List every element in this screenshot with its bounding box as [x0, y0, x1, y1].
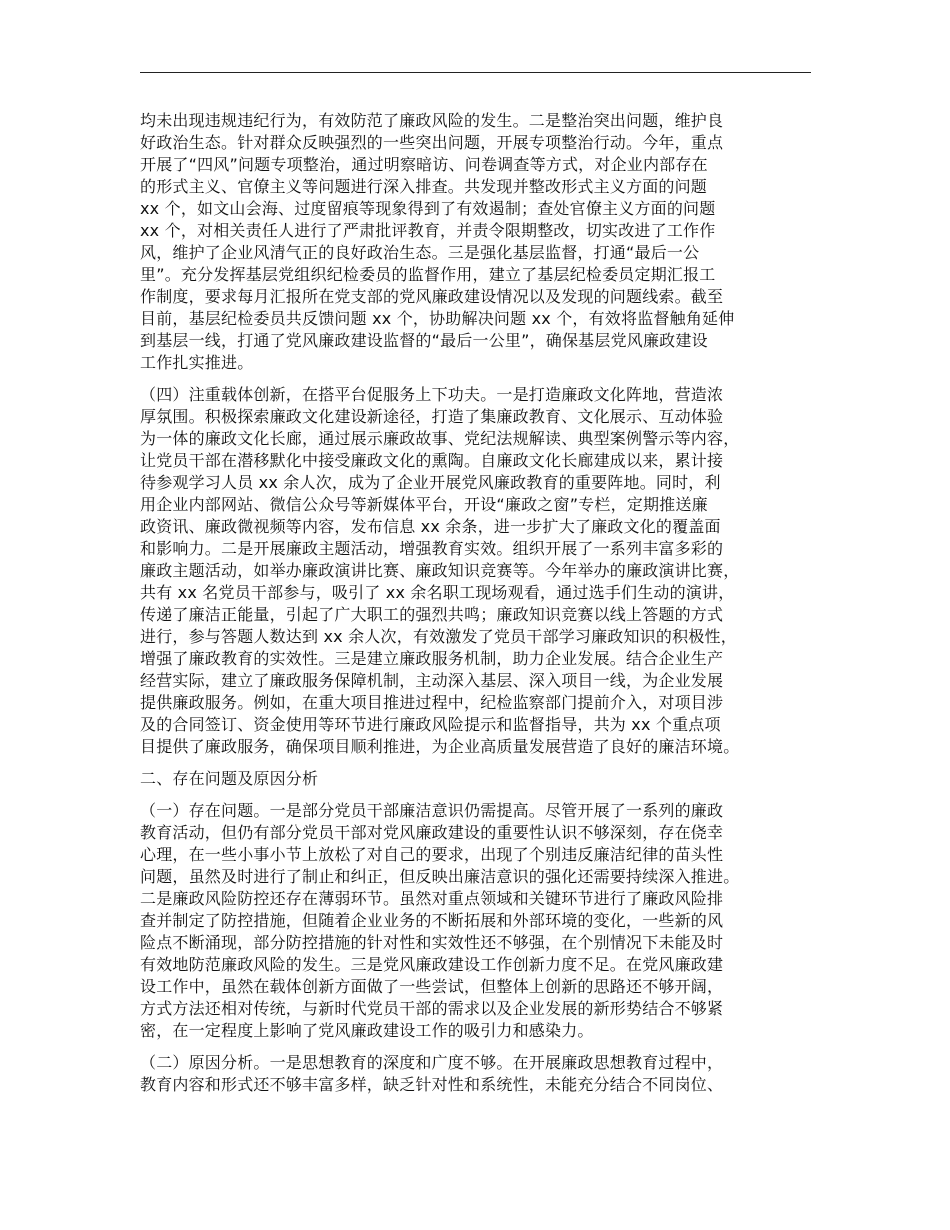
- paragraph-cause-analysis: （二）原因分析。一是思想教育的深度和广度不够。在开展廉政思想教育过程中， 教育内容和形式还不够丰富多样，缺乏针对性和系统性，未能充分结合不同岗位、: [140, 1053, 724, 1094]
- paragraph-continuation: 均未出现违规违纪行为，有效防范了廉政风险的发生。二是整治突出问题，维护良 好政治生态。针对群众反映强烈的一些突出问题，开展专项整治行动。今年，重点 开展了“四风”问题专项整治，通过明察暗访、问卷调查等方式，对企业内部存在 的形式主义、官僚主义等问题进行深入排查。共发现并整改形式主义方面的问题 xx 个，如文山会海、过度留痕等现象得到了有效遏制；查处官僚主义方面的问题 xx 个，对相关责任人进行了严肃批评教育，并责令限期整改，切实改进了工作作 风，维护了企业风清气正的良好政治生态。三是强化基层监督，打通“最后一公 里”。充分发挥基层党组织纪检委员的监督作用，建立了基层纪检委员定期汇报工 作制度，要求每月汇报所在党支部的党风廉政建设情况以及发现的问题线索。截至 目前，基层纪检委员共反馈问题 xx 个，协助解决问题 xx 个，有效将监督触角延伸 到基层一线，打通了党风廉政建设监督的“最后一公里”，确保基层党风廉政建设 工作扎实推进。: [140, 111, 735, 372]
- section-heading: 二、存在问题及原因分析: [140, 769, 319, 788]
- document-body: [140, 110, 830, 1106]
- paragraph-section-4: （四）注重载体创新，在搭平台促服务上下功夫。一是打造廉政文化阵地，营造浓 厚氛围。积极探索廉政文化建设新途径，打造了集廉政教育、文化展示、互动体验 为一体的廉政文化长廊，通过展示廉政故事、党纪法规解读、典型案例警示等内容， 让党员干部在潜移默化中接受廉政文化的熏陶。自廉政文化长廊建成以来，累计接 待参观学习人员 xx 余人次，成为了企业开展党风廉政教育的重要阵地。同时，利 用企业内部网站、微信公众号等新媒体平台，开设“廉政之窗”专栏，定期推送廉 政资讯、廉政微视频等内容，发布信息 xx 余条，进一步扩大了廉政文化的覆盖面 和影响力。二是开展廉政主题活动，增强教育实效。组织开展了一系列丰富多彩的 廉政主题活动，如举办廉政演讲比赛、廉政知识竞赛等。今年举办的廉政演讲比赛， 共有 xx 名党员干部参与，吸引了 xx 余名职工现场观看，通过选手们生动的演讲， 传递了廉洁正能量，引起了广大职工的强烈共鸣；廉政知识竞赛以线上答题的方式 进行，参与答题人数达到 xx 余人次，有效激发了党员干部学习廉政知识的积极性， 增强了廉政教育的实效性。三是建立廉政服务机制，助力企业发展。结合企业生产 经营实际，建立了廉政服务保障机制，主动深入基层、深入项目一线，为企业发展 提供廉政服务。例如，在重大项目推进过程中，纪检监察部门提前介入，对项目涉 及的合同签订、资金使用等环节进行廉政风险提示和监督指导，共为 xx 个重点项 目提供了廉政服务，确保项目顺利推进，为企业高质量发展营造了良好的廉洁环境。: [140, 385, 740, 756]
- header-rule: [140, 72, 811, 73]
- paragraph-existing-problems: （一）存在问题。一是部分党员干部廉洁意识仍需提高。尽管开展了一系列的廉政 教育活动，但仍有部分党员干部对党风廉政建设的重要性认识不够深刻，存在侥幸 心理，在一些小事小节上放松了对自己的要求，出现了个别违反廉洁纪律的苗头性 问题，虽然及时进行了制止和纠正，但反映出廉洁意识的强化还需要持续深入推进。 二是廉政风险防控还存在薄弱环节。虽然对重点领域和关键环节进行了廉政风险排 查并制定了防控措施，但随着企业业务的不断拓展和外部环境的变化，一些新的风 险点不断涌现，部分防控措施的针对性和实效性还不够强，在个别情况下未能及时 有效地防范廉政风险的发生。三是党风廉政建设工作创新力度不足。在党风廉政建 设工作中，虽然在载体创新方面做了一些尝试，但整体上创新的思路还不够开阔， 方式方法还相对传统，与新时代党员干部的需求以及企业发展的新形势结合不够紧 密，在一定程度上影响了党风廉政建设工作的吸引力和感染力。: [140, 801, 740, 1040]
